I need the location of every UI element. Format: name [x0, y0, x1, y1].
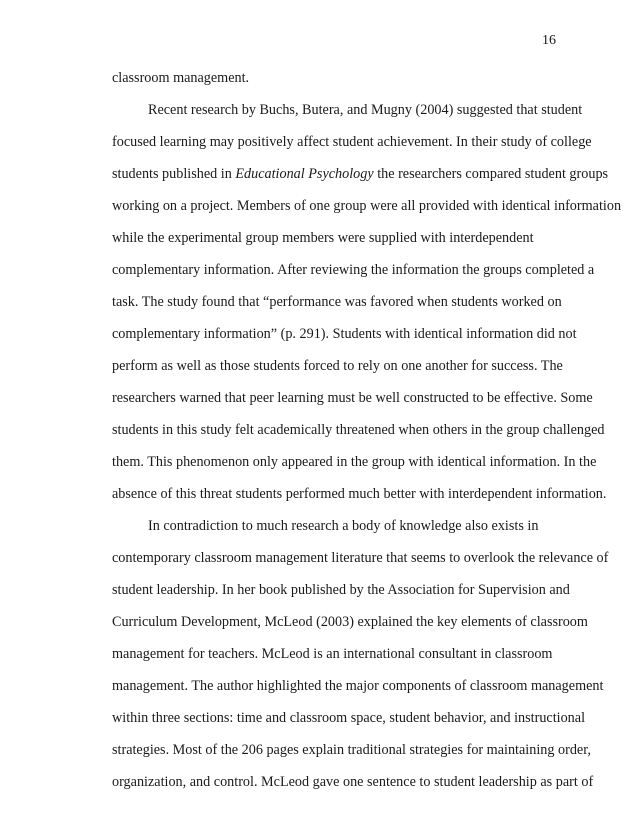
text-line: strategies. Most of the 206 pages explain traditional strategies for maintaining order, [112, 742, 591, 758]
text-line: perform as well as those students forced to rely on one another for success. The [112, 358, 563, 374]
text-line: classroom management. [112, 70, 250, 86]
text-line: them. This phenomenon only appeared in the group with identical information. In the [112, 454, 597, 470]
text-line: Recent research by Buchs, Butera, and Mugny (2004) suggested that student [148, 102, 583, 118]
text-line: organization, and control. McLeod gave one sentence to student leadership as part of [112, 774, 594, 790]
text-line: working on a project. Members of one group were all provided with identical information [112, 198, 622, 214]
text-line: while the experimental group members were supplied with interdependent [112, 230, 534, 246]
text-line: management. The author highlighted the major components of classroom management [112, 678, 604, 694]
text-line: students in this study felt academically threatened when others in the group challenged [112, 422, 605, 438]
text-line: complementary information. After reviewing the information the groups completed a [112, 262, 595, 278]
page-number: 16 [542, 33, 556, 48]
text-line-with-journal-title [112, 166, 608, 182]
text-line: Curriculum Development, McLeod (2003) explained the key elements of classroom [112, 614, 588, 630]
text-line: In contradiction to much research a body of knowledge also exists in [148, 518, 539, 534]
text-line: researchers warned that peer learning must be well constructed to be effective. Some [112, 390, 593, 406]
text-line: task. The study found that “performance was favored when students worked on [112, 294, 562, 310]
text-segment: the researchers compared student groups [373, 166, 609, 182]
journal-title: Educational Psychology [235, 166, 374, 182]
text-line: absence of this threat students performed much better with interdependent information. [112, 486, 607, 502]
text-line: management for teachers. McLeod is an international consultant in classroom [112, 646, 553, 662]
text-line: student leadership. In her book published by the Association for Supervision and [112, 582, 570, 598]
text-line: within three sections: time and classroom space, student behavior, and instructional [112, 710, 586, 726]
text-line: complementary information” (p. 291). Students with identical information did not [112, 326, 577, 342]
text-segment: students published in [112, 166, 236, 182]
text-line: focused learning may positively affect student achievement. In their study of college [112, 134, 592, 150]
text-line: contemporary classroom management literature that seems to overlook the relevance of [112, 550, 609, 566]
